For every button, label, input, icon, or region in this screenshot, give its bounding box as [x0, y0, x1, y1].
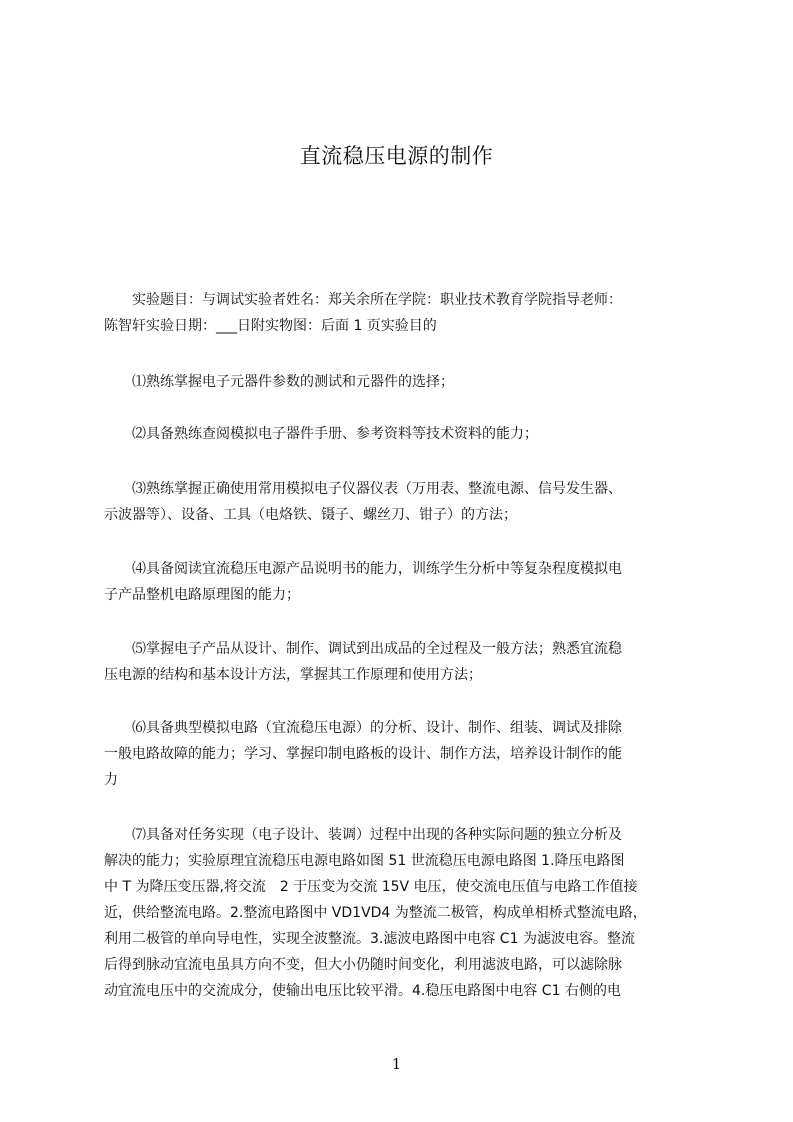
text-line: ⑸掌握电子产品从设计、制作、调试到出成品的全过程及一般方法；熟悉宜流稳 — [104, 641, 622, 657]
objective-5 — [104, 636, 708, 688]
text-line: ⑵具备熟练查阅模拟电子器件手册、参考资料等技术资料的能力； — [104, 426, 538, 442]
text-line: ⑹具备典型模拟电路（宜流稳压电源）的分析、设计、制作、组装、调试及排除 — [104, 720, 622, 736]
text-line: 中 T 为降压变压器,将交流 2 于压变为交流 15V 电压，使交流电压值与电路工作值接 — [104, 879, 638, 895]
objective-3 — [104, 476, 708, 528]
text-line: 压电源的结构和基本设计方法，掌握其工作原理和使用方法； — [104, 667, 482, 683]
text-line: 动宜流电压中的交流成分，使输出电压比较平滑。4.稳压电路图中电容 C1 右侧的电 — [104, 983, 621, 999]
objective-4 — [104, 556, 708, 608]
text-line: 利用二极管的单向导电性，实现全波整流。3.滤波电路图中电容 C1 为滤波电容。整流 — [104, 931, 635, 947]
text-line: ⑶熟练掌握正确使用常用模拟电子仪器仪表（万用表、整流电源、信号发生器、 — [104, 481, 622, 497]
objective-2 — [104, 421, 708, 447]
objective-1 — [104, 369, 708, 395]
text-line: 子产品整机电路原理图的能力； — [104, 587, 300, 603]
objective-7 — [104, 822, 708, 1004]
text-line: 后得到脉动宜流电虽具方向不变，但大小仍随时间变化，利用滤波电路，可以滤除脉 — [104, 957, 622, 973]
text-line: 近，供给整流电路。2.整流电路图中 VD1VD4 为整流二极管，构成单相桥式整流电路， — [104, 905, 647, 921]
text-line: 力 — [104, 772, 118, 788]
text-line: 一般电路故障的能力；学习、掌握印制电路板的设计、制作方法，培养设计制作的能 — [104, 746, 622, 762]
text-line: ⑷具备阅读宜流稳压电源产品说明书的能力，训练学生分析中等复杂程度模拟电 — [104, 561, 622, 577]
text-line: 实验题目：与调试实验者姓名：郑关余所在学院：职业技术教育学院指导老师： — [104, 292, 622, 308]
text-line: ⑺具备对任务实现（电子设计、装调）过程中出现的各种实际问题的独立分析及 — [104, 827, 622, 843]
text-line: ⑴熟练掌握电子元器件参数的测试和元器件的选择； — [104, 374, 454, 390]
text-line: 陈智轩实验日期：___日附实物图：后面 1 页实验目的 — [104, 318, 437, 334]
text-line: 解决的能力；实验原理宜流稳压电源电路如图 51 世流稳压电源电路图 1.降压电路图 — [104, 853, 625, 869]
text-line: 示波器等）、设备、工具（电烙铁、镊子、螺丝刀、钳子）的方法； — [104, 507, 517, 523]
intro-paragraph — [104, 287, 708, 339]
objective-6 — [104, 715, 708, 793]
page-number: 1 — [391, 1055, 402, 1073]
document-title: 直流稳压电源的制作 — [299, 144, 494, 168]
